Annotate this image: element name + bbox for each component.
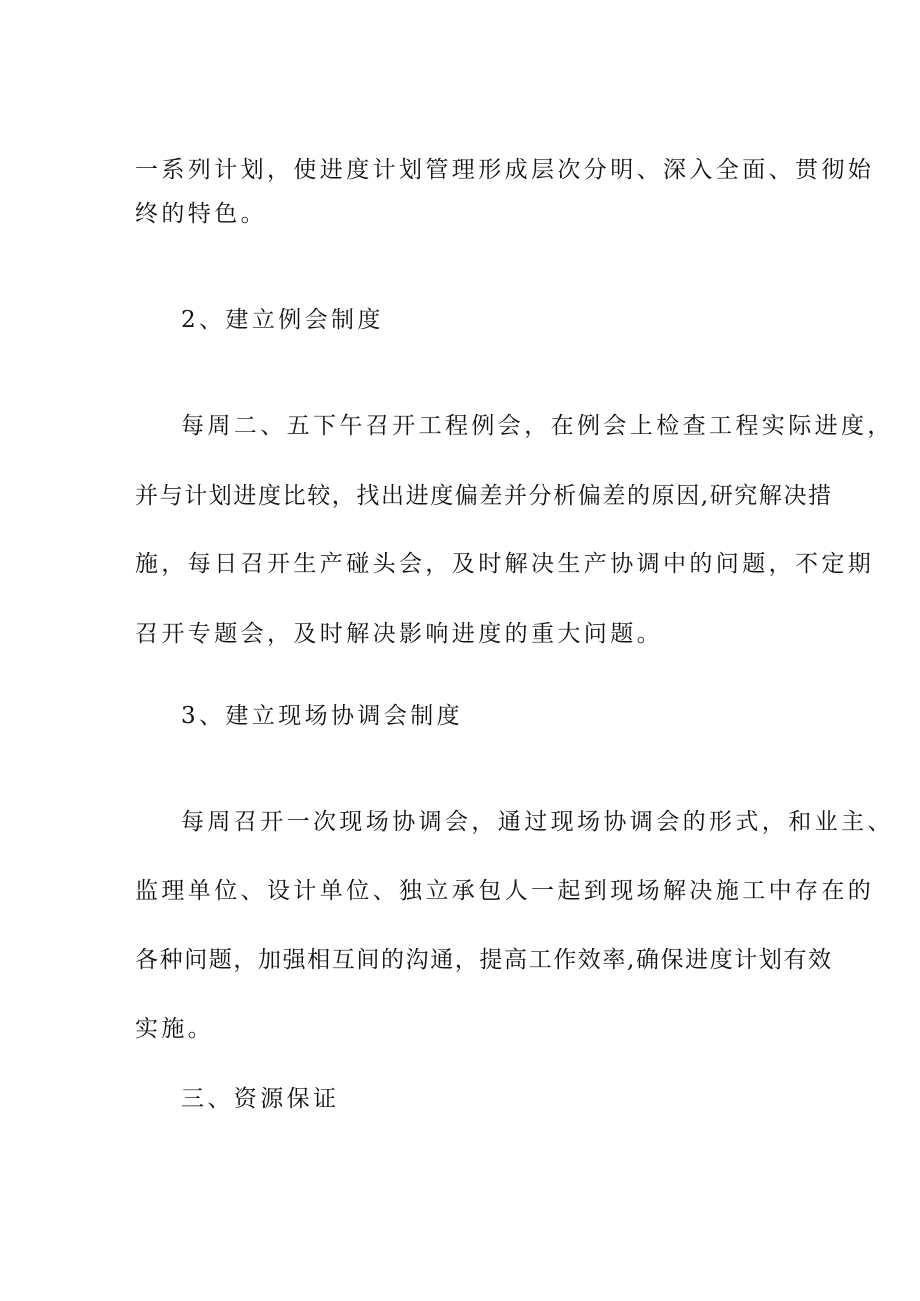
paragraph-3-line-3: 各种问题，加强相互间的沟通，提高工作效率,确保进度计划有效 — [135, 947, 833, 973]
section-heading-resources: 三、资源保证 — [181, 1086, 340, 1112]
paragraph-3-line-2: 监理单位、设计单位、独立承包人一起到现场解决施工中存在的 — [135, 878, 875, 904]
paragraph-3-line-4: 实施。 — [135, 1016, 215, 1042]
paragraph-2-line-1: 每周二、五下午召开工程例会，在例会上检查工程实际进度， — [181, 413, 894, 439]
paragraph-1-line-2: 终的特色。 — [135, 201, 267, 227]
paragraph-3-line-1: 每周召开一次现场协调会，通过现场协调会的形式，和业主、 — [181, 809, 894, 835]
section-heading-2: 2、建立例会制度 — [181, 307, 384, 333]
section-heading-3: 3、建立现场协调会制度 — [181, 703, 464, 729]
paragraph-2-line-3: 施，每日召开生产碰头会，及时解决生产协调中的问题，不定期 — [135, 551, 875, 577]
paragraph-2-line-4: 召开专题会，及时解决影响进度的重大问题。 — [135, 621, 663, 647]
paragraph-2-line-2: 并与计划进度比较，找出进度偏差并分析偏差的原因,研究解决措 — [135, 483, 833, 509]
paragraph-1-line-1: 一系列计划，使进度计划管理形成层次分明、深入全面、贯彻始 — [135, 157, 875, 183]
